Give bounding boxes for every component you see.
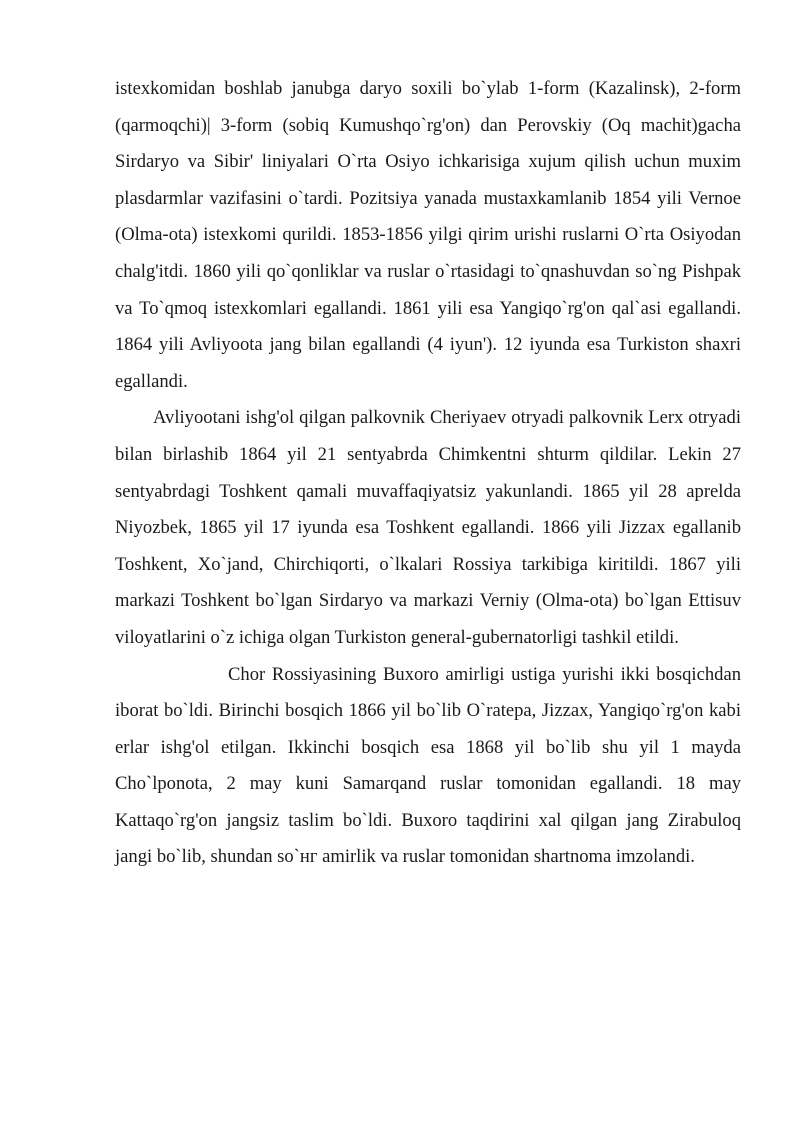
document-body — [115, 71, 741, 876]
paragraph-1: istexkomidan boshlab janubga daryo soxili bo`ylab 1-form (Kazalinsk), 2-form (qarmoqchi)| 3-form (sobiq Kumushqo`rg'on) dan Perovskiy (Oq machit)gacha Sirdaryo va Sibir' liniyalari O`rta Osiyo ichkarisiga xujum qilish uchun muxim plasdarmlar vazifasini o`tardi. Pozitsiya yanada mustaxkamlanib 1854 yili Vernoe (Olma-ota) istexkomi qurildi. 1853-1856 yilgi qirim urishi ruslarni O`rta Osiyodan chalg'itdi. 1860 yili qo`qonliklar va ruslar o`rtasidagi to`qnashuvdan so`ng Pishpak va To`qmoq istexkomlari egallandi. 1861 yili esa Yangiqo`rg'on qal`asi egallandi. 1864 yili Avliyoota jang bilan egallandi (4 iyun'). 12 iyunda esa Turkiston shaxri egallandi. — [115, 78, 741, 392]
paragraph-3: Chor Rossiyasining Buxoro amirligi ustiga yurishi ikki bosqichdan iborat bo`ldi. Birinchi bosqich 1866 yil bo`lib O`ratepa, Jizzax, Yangiqo`rg'on kabi erlar ishg'ol etilgan. Ikkinchi bosqich esa 1868 yil bo`lib shu yil 1 mayda Cho`lponota, 2 may kuni Samarqand ruslar tomonidan egallandi. 18 may Kattaqo`rg'on jangsiz taslim bo`ldi. Buxoro taqdirini xal qilgan jang Zirabuloq jangi bo`lib, shundan so`нг amirlik va ruslar tomonidan shartnoma imzolandi. — [115, 663, 741, 868]
paragraph-2: Avliyootani ishg'ol qilgan palkovnik Cheriyaev otryadi palkovnik Lerx otryadi bilan birlashib 1864 yil 21 sentyabrda Chimkentni shturm qildilar. Lekin 27 sentyabrdagi Toshkent qamali muvaffaqiyatsiz yakunlandi. 1865 yil 28 aprelda Niyozbek, 1865 yil 17 iyunda esa Toshkent egallandi. 1866 yili Jizzax egallanib Toshkent, Xo`jand, Chirchiqorti, o`lkalari Rossiya tarkibiga kiritildi. 1867 yili markazi Toshkent bo`lgan Sirdaryo va markazi Verniy (Olma-ota) bo`lgan Ettisuv viloyatlarini o`z ichiga olgan Turkiston general-gubernatorligi tashkil etildi. — [115, 407, 741, 648]
